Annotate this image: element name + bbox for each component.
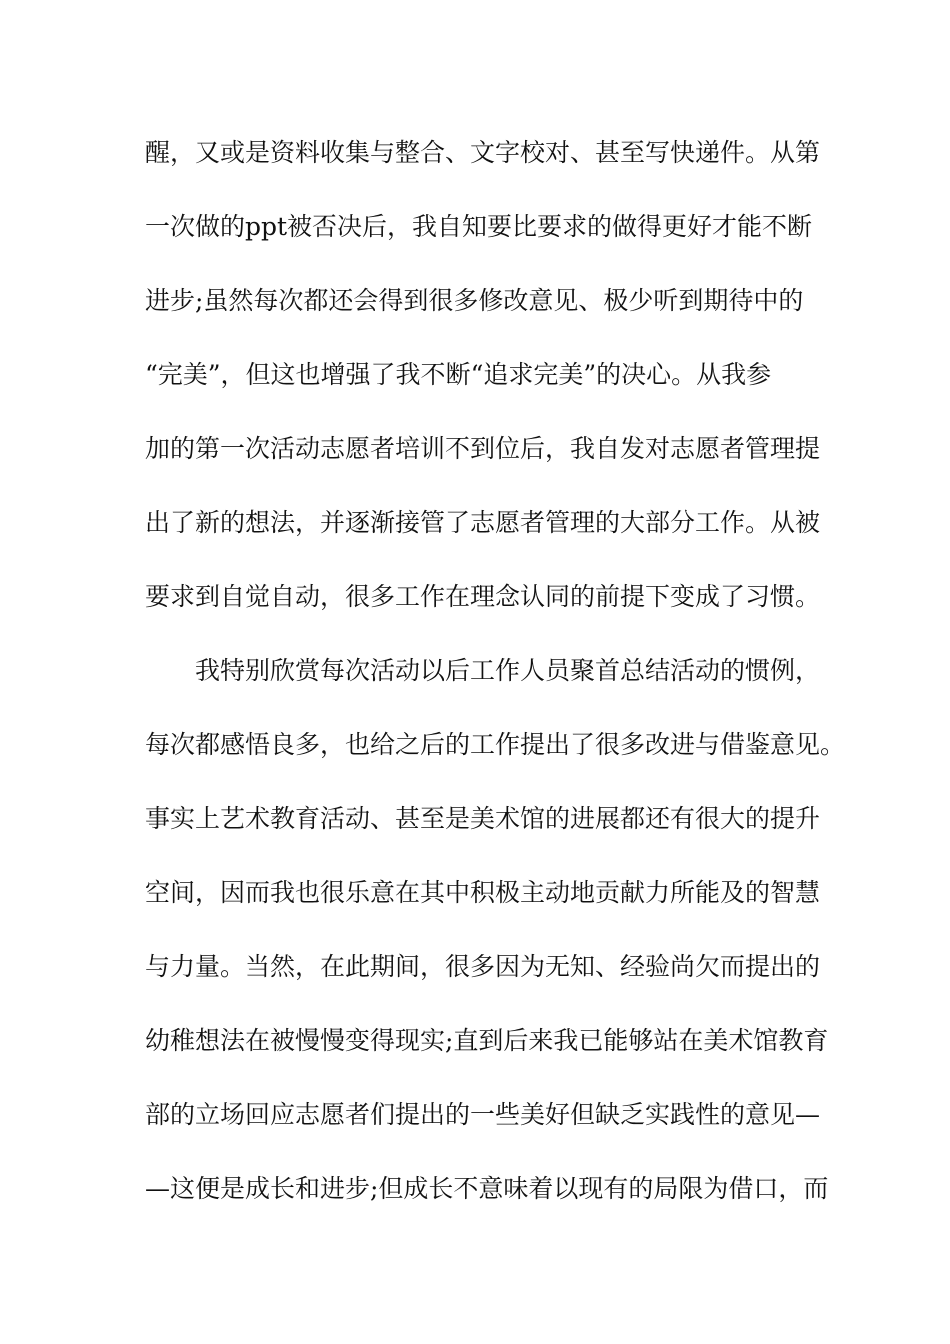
text-line: 与力量。当然，在此期间，很多因为无知、经验尚欠而提出的 — [145, 952, 821, 981]
text-line: 要求到自觉自动，很多工作在理念认同的前提下变成了习惯。 — [145, 582, 821, 611]
text-line: 醒，又或是资料收集与整合、文字校对、甚至写快递件。从第 — [145, 138, 821, 167]
text-line: 空间，因而我也很乐意在其中积极主动地贡献力所能及的智慧 — [145, 878, 821, 907]
text-line: 进步;虽然每次都还会得到很多修改意见、极少听到期待中的 — [145, 286, 804, 315]
body-text — [145, 128, 846, 1238]
text-line: 一次做的ppt被否决后，我自知要比要求的做得更好才能不断 — [145, 212, 813, 241]
text-line: —这便是成长和进步;但成长不意味着以现有的局限为借口，而 — [145, 1174, 829, 1203]
paragraph-start-line: 我特别欣赏每次活动以后工作人员聚首总结活动的惯例， — [195, 656, 821, 685]
text-line: 事实上艺术教育活动、甚至是美术馆的进展都还有很大的提升 — [145, 804, 821, 833]
text-line: 出了新的想法，并逐渐接管了志愿者管理的大部分工作。从被 — [145, 508, 821, 537]
text-line: 部的立场回应志愿者们提出的一些美好但缺乏实践性的意见— — [145, 1100, 821, 1129]
text-line: “完美”，但这也增强了我不断“追求完美”的决心。从我参 — [145, 360, 772, 389]
text-line: 幼稚想法在被慢慢变得现实;直到后来我已能够站在美术馆教育 — [145, 1026, 829, 1055]
text-line: 加的第一次活动志愿者培训不到位后，我自发对志愿者管理提 — [145, 434, 821, 463]
text-line: 每次都感悟良多，也给之后的工作提出了很多改进与借鉴意见。 — [145, 730, 846, 759]
